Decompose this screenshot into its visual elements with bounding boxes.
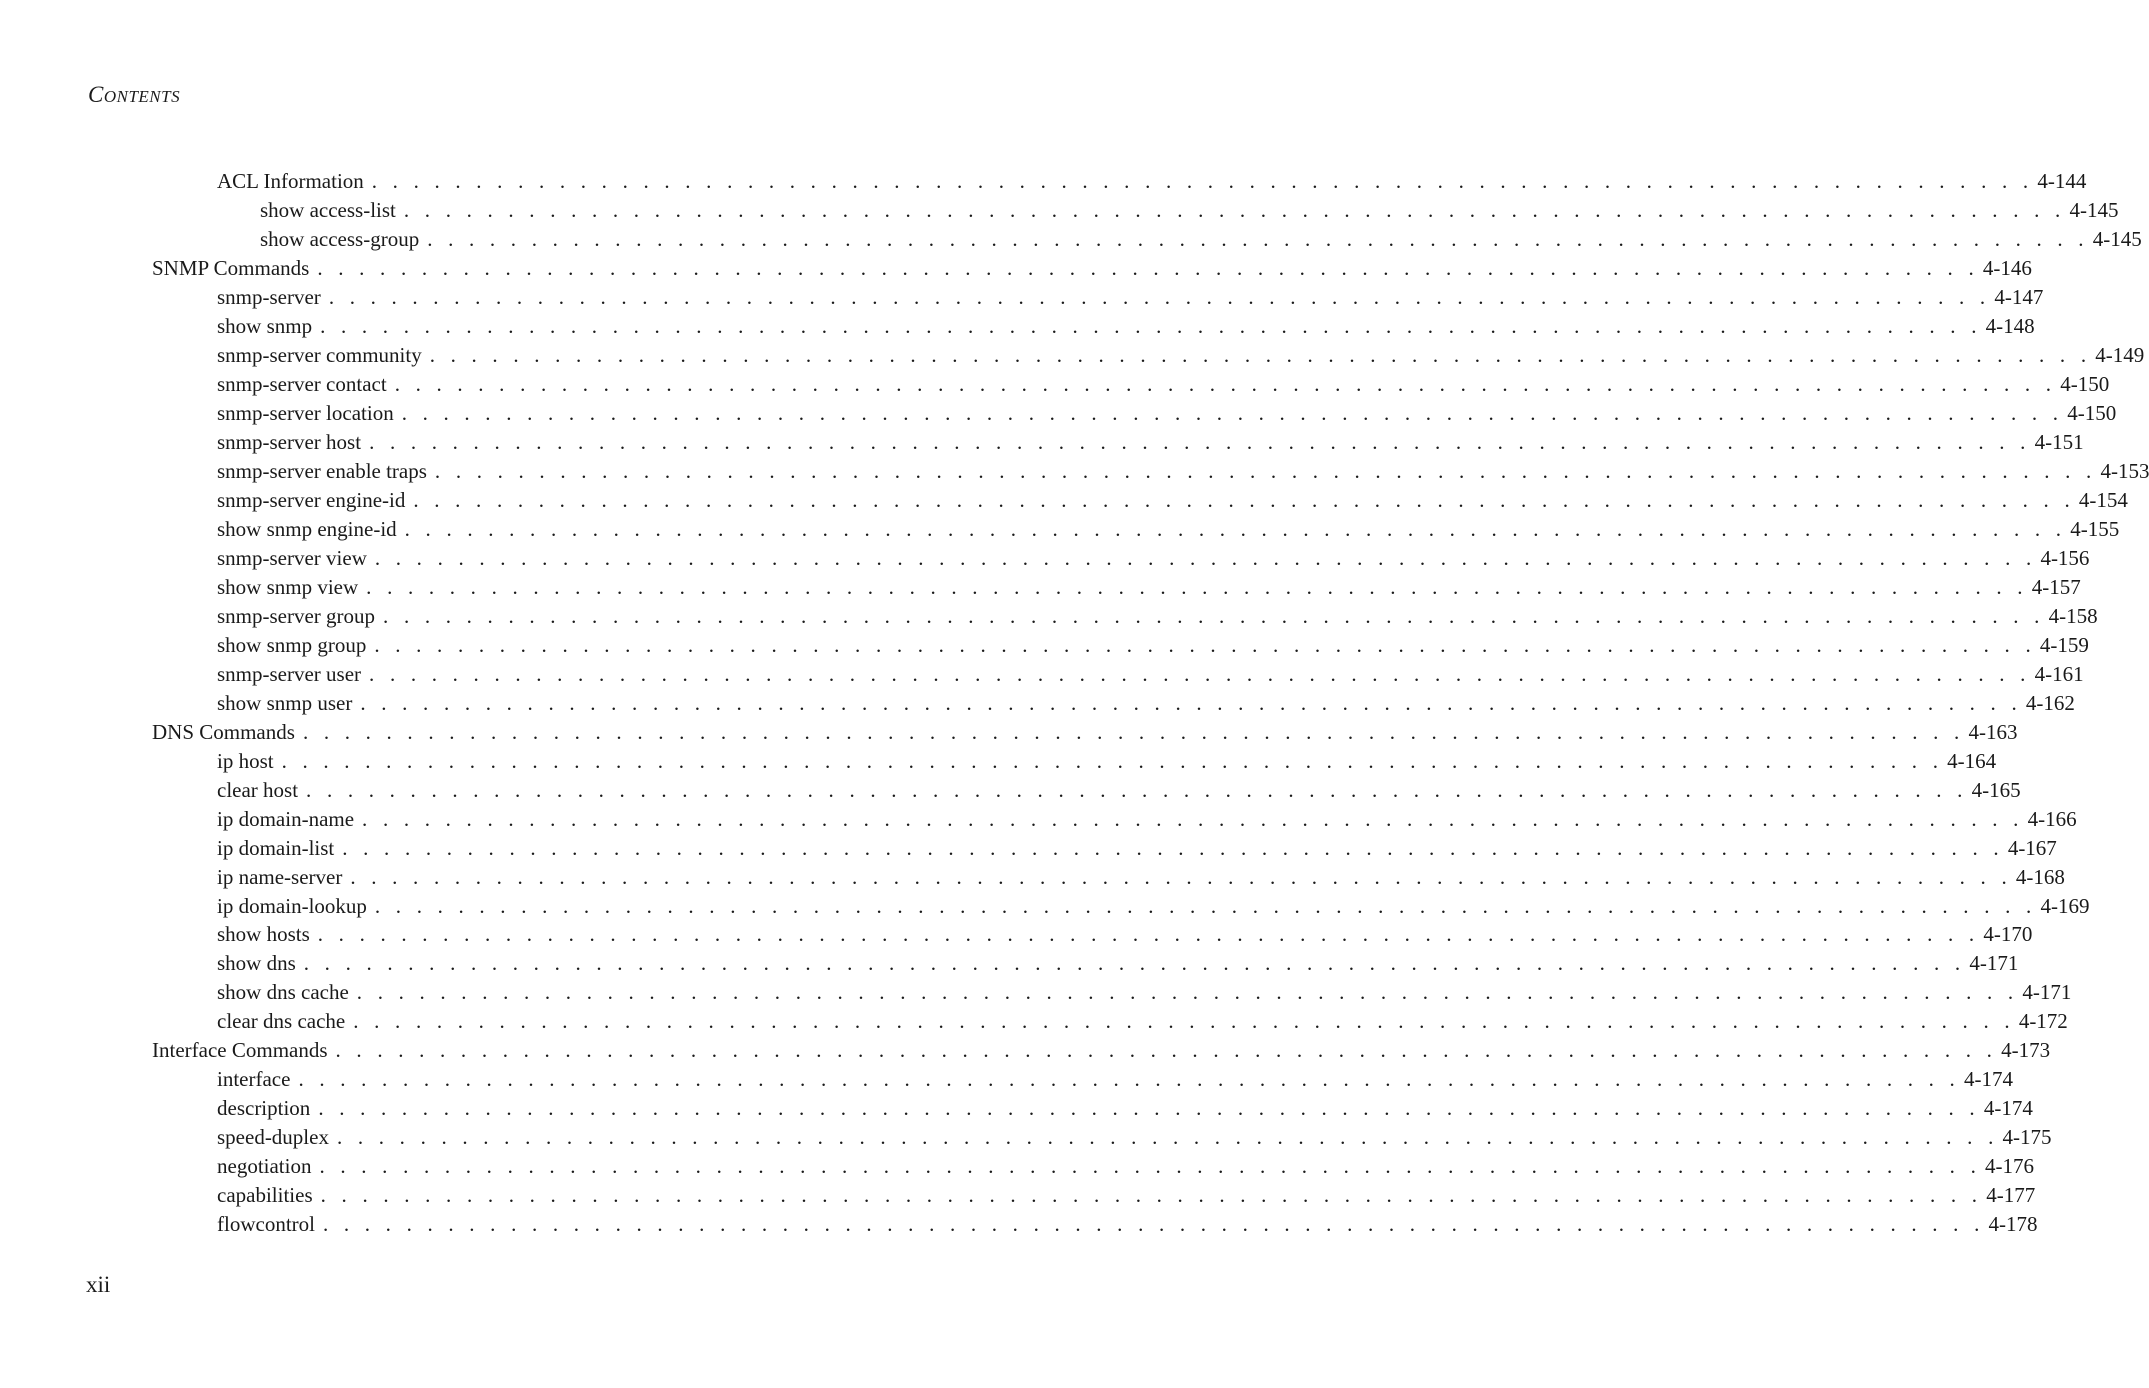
toc-entry[interactable]: [217, 312, 2035, 341]
toc-entry-label: snmp-server: [217, 285, 321, 309]
toc-entry-label: speed-duplex: [217, 1125, 329, 1149]
toc-entry-page: 4-161: [2034, 662, 2084, 686]
toc-entry[interactable]: [217, 457, 2149, 486]
dot-leader: . . . . . . . . . . . . . . . . . . . . . . . . . . . . . . . . . . . . . . . . . . . . . . . . . . . . . . . . . . . . . . . . . . . . . . . . . . . . . . . .: [306, 778, 1968, 802]
toc-entry-page: 4-176: [1985, 1154, 2035, 1178]
toc-entry-label: ip domain-list: [217, 836, 335, 860]
toc-entry-label: snmp-server community: [217, 343, 422, 367]
toc-entry-label: snmp-server contact: [217, 372, 387, 396]
toc-entry-label: snmp-server enable traps: [217, 459, 427, 483]
toc-entry-page: 4-172: [2018, 1009, 2068, 1033]
toc-entry-label: snmp-server engine-id: [217, 488, 406, 512]
toc-entry-label: show snmp group: [217, 633, 367, 657]
toc-entry-page: 4-153: [2100, 459, 2149, 483]
toc-entry[interactable]: [217, 631, 2089, 660]
toc-entry-label: DNS Commands: [152, 720, 295, 744]
toc-entry-label: clear dns cache: [217, 1009, 346, 1033]
toc-entry-page: 4-144: [2037, 169, 2087, 193]
toc-entry-page: 4-170: [1983, 922, 2033, 946]
toc-entry[interactable]: [260, 196, 2119, 225]
toc-entry-label: snmp-server user: [217, 662, 362, 686]
toc-entry[interactable]: [152, 718, 2018, 747]
dot-leader: . . . . . . . . . . . . . . . . . . . . . . . . . . . . . . . . . . . . . . . . . . . . . . . . . . . . . . . . . . . . . . . . . . . . . . . . . . . . . . . .: [322, 1212, 1985, 1236]
toc-entry-page: 4-167: [2007, 836, 2057, 860]
toc-entry[interactable]: [217, 1181, 2036, 1210]
toc-entry-label: show snmp engine-id: [217, 517, 397, 541]
toc-entry-page: 4-149: [2095, 343, 2145, 367]
toc-entry[interactable]: [152, 1036, 2051, 1065]
toc-entry-page: 4-145: [2069, 198, 2119, 222]
dot-leader: . . . . . . . . . . . . . . . . . . . . . . . . . . . . . . . . . . . . . . . . . . . . . . . . . . . . . . . . . . . . . . . . . . . . . . . . . . . . . . . .: [413, 488, 2075, 512]
toc-entry-label: ip host: [217, 749, 274, 773]
toc-entry-label: ip domain-lookup: [217, 894, 367, 918]
toc-entry-page: 4-147: [1994, 285, 2044, 309]
toc-entry[interactable]: [217, 660, 2084, 689]
dot-leader: . . . . . . . . . . . . . . . . . . . . . . . . . . . . . . . . . . . . . . . . . . . . . . . . . . . . . . . . . . . . . . . . . . . . . . . . . . . . . . . .: [427, 227, 2089, 251]
toc-entry[interactable]: [217, 428, 2084, 457]
toc-entry[interactable]: [217, 370, 2110, 399]
toc-entry-page: 4-146: [1982, 256, 2032, 280]
dot-leader: . . . . . . . . . . . . . . . . . . . . . . . . . . . . . . . . . . . . . . . . . . . . . . . . . . . . . . . . . . . . . . . . . . . . . . . . . . . . . . . .: [342, 836, 2004, 860]
dot-leader: . . . . . . . . . . . . . . . . . . . . . . . . . . . . . . . . . . . . . . . . . . . . . . . . . . . . . . . . . . . . . . . . . . . . . . . . . . . . . . . .: [374, 894, 2037, 918]
dot-leader: . . . . . . . . . . . . . . . . . . . . . . . . . . . . . . . . . . . . . . . . . . . . . . . . . . . . . . . . . . . . . . . . . . . . . . . . . . . . . . . .: [303, 951, 1966, 975]
dot-leader: . . . . . . . . . . . . . . . . . . . . . . . . . . . . . . . . . . . . . . . . . . . . . . . . . . . . . . . . . . . . . . . . . . . . . . . . . . . . . . . .: [362, 807, 2024, 831]
toc-entry-label: flowcontrol: [217, 1212, 315, 1236]
toc-entry[interactable]: [217, 776, 2021, 805]
toc-entry[interactable]: [217, 1152, 2035, 1181]
toc-entry-page: 4-168: [2015, 865, 2065, 889]
dot-leader: . . . . . . . . . . . . . . . . . . . . . . . . . . . . . . . . . . . . . . . . . . . . . . . . . . . . . . . . . . . . . . . . . . . . . . . . . . . . . . . .: [401, 401, 2064, 425]
toc-entry[interactable]: [217, 892, 2090, 921]
toc-entry-label: snmp-server location: [217, 401, 394, 425]
dot-leader: . . . . . . . . . . . . . . . . . . . . . . . . . . . . . . . . . . . . . . . . . . . . . . . . . . . . . . . . . . . . . . . . . . . . . . . . . . . . . . . .: [404, 517, 2067, 541]
toc-entry-page: 4-156: [2040, 546, 2090, 570]
dot-leader: . . . . . . . . . . . . . . . . . . . . . . . . . . . . . . . . . . . . . . . . . . . . . . . . . . . . . . . . . . . . . . . . . . . . . . . . . . . . . . . .: [317, 922, 1980, 946]
toc-entry-label: show snmp view: [217, 575, 359, 599]
toc-entry[interactable]: [217, 834, 2057, 863]
toc-entry-label: ip domain-name: [217, 807, 355, 831]
dot-leader: . . . . . . . . . . . . . . . . . . . . . . . . . . . . . . . . . . . . . . . . . . . . . . . . . . . . . . . . . . . . . . . . . . . . . . . . . . . . . . . .: [320, 1183, 1983, 1207]
toc-entry-label: snmp-server group: [217, 604, 376, 628]
dot-leader: . . . . . . . . . . . . . . . . . . . . . . . . . . . . . . . . . . . . . . . . . . . . . . . . . . . . . . . . . . . . . . . . . . . . . . . . . . . . . . . .: [383, 604, 2045, 628]
running-header-small-caps: ONTENTS: [103, 87, 181, 106]
dot-leader: . . . . . . . . . . . . . . . . . . . . . . . . . . . . . . . . . . . . . . . . . . . . . . . . . . . . . . . . . . . . . . . . . . . . . . . . . . . . . . . .: [298, 1067, 1961, 1091]
dot-leader: . . . . . . . . . . . . . . . . . . . . . . . . . . . . . . . . . . . . . . . . . . . . . . . . . . . . . . . . . . . . . . . . . . . . . . . . . . . . . . . .: [281, 749, 1944, 773]
toc-entry-page: 4-171: [2022, 980, 2072, 1004]
dot-leader: . . . . . . . . . . . . . . . . . . . . . . . . . . . . . . . . . . . . . . . . . . . . . . . . . . . . . . . . . . . . . . . . . . . . . . . . . . . . . . . .: [318, 1096, 1980, 1120]
dot-leader: . . . . . . . . . . . . . . . . . . . . . . . . . . . . . . . . . . . . . . . . . . . . . . . . . . . . . . . . . . . . . . . . . . . . . . . . . . . . . . . .: [434, 459, 2097, 483]
toc-entry[interactable]: [217, 689, 2075, 718]
toc-entry[interactable]: [217, 1210, 2038, 1239]
toc-entry-page: 4-162: [2025, 691, 2075, 715]
toc-entry-label: ip name-server: [217, 865, 343, 889]
dot-leader: . . . . . . . . . . . . . . . . . . . . . . . . . . . . . . . . . . . . . . . . . . . . . . . . . . . . . . . . . . . . . . . . . . . . . . . . . . . . . . . .: [374, 633, 2036, 657]
toc-entry-page: 4-148: [1985, 314, 2035, 338]
toc-entry-page: 4-169: [2040, 894, 2090, 918]
toc-entry-label: show snmp user: [217, 691, 353, 715]
dot-leader: . . . . . . . . . . . . . . . . . . . . . . . . . . . . . . . . . . . . . . . . . . . . . . . . . . . . . . . . . . . . . . . . . . . . . . . . . . . . . . . .: [356, 980, 2019, 1004]
toc-entry-page: 4-177: [1986, 1183, 2036, 1207]
dot-leader: . . . . . . . . . . . . . . . . . . . . . . . . . . . . . . . . . . . . . . . . . . . . . . . . . . . . . . . . . . . . . . . . . . . . . . . . . . . . . . . .: [394, 372, 2057, 396]
running-header: [88, 82, 180, 108]
toc-entry-page: 4-175: [2002, 1125, 2052, 1149]
toc-entry-label: show dns: [217, 951, 296, 975]
toc-entry-page: 4-150: [2060, 372, 2110, 396]
toc-entry[interactable]: [217, 1123, 2052, 1152]
toc-entry[interactable]: [260, 225, 2142, 254]
page-number: xii: [86, 1272, 111, 1297]
toc-entry[interactable]: [217, 949, 2019, 978]
dot-leader: . . . . . . . . . . . . . . . . . . . . . . . . . . . . . . . . . . . . . . . . . . . . . . . . . . . . . . . . . . . . . . . . . . . . . . . . . . . . . . . .: [319, 1154, 1982, 1178]
toc-entry-page: 4-159: [2039, 633, 2089, 657]
toc-entry-label: description: [217, 1096, 311, 1120]
toc-entry-page: 4-173: [2001, 1038, 2051, 1062]
toc-entry-page: 4-158: [2048, 604, 2098, 628]
toc-entry-label: snmp-server host: [217, 430, 362, 454]
toc-entry-label: clear host: [217, 778, 299, 802]
dot-leader: . . . . . . . . . . . . . . . . . . . . . . . . . . . . . . . . . . . . . . . . . . . . . . . . . . . . . . . . . . . . . . . . . . . . . . . . . . . . . . . .: [328, 285, 1991, 309]
dot-leader: . . . . . . . . . . . . . . . . . . . . . . . . . . . . . . . . . . . . . . . . . . . . . . . . . . . . . . . . . . . . . . . . . . . . . . . . . . . . . . . .: [350, 865, 2012, 889]
toc-entry-label: ACL Information: [217, 169, 364, 193]
toc-entry[interactable]: [217, 167, 2087, 196]
dot-leader: . . . . . . . . . . . . . . . . . . . . . . . . . . . . . . . . . . . . . . . . . . . . . . . . . . . . . . . . . . . . . . . . . . . . . . . . . . . . . . . .: [336, 1125, 1999, 1149]
toc-entry[interactable]: [217, 283, 2044, 312]
dot-leader: . . . . . . . . . . . . . . . . . . . . . . . . . . . . . . . . . . . . . . . . . . . . . . . . . . . . . . . . . . . . . . . . . . . . . . . . . . . . . . . .: [320, 314, 1982, 338]
toc-entry[interactable]: [217, 1094, 2033, 1123]
toc-entry-page: 4-178: [1988, 1212, 2038, 1236]
toc-entry-label: show access-group: [260, 227, 420, 251]
dot-leader: . . . . . . . . . . . . . . . . . . . . . . . . . . . . . . . . . . . . . . . . . . . . . . . . . . . . . . . . . . . . . . . . . . . . . . . . . . . . . . . .: [369, 662, 2031, 686]
toc-entry[interactable]: [217, 747, 1997, 776]
toc-entry[interactable]: [217, 515, 2120, 544]
toc-entry[interactable]: [217, 602, 2098, 631]
toc-entry-page: 4-164: [1947, 749, 1997, 773]
dot-leader: . . . . . . . . . . . . . . . . . . . . . . . . . . . . . . . . . . . . . . . . . . . . . . . . . . . . . . . . . . . . . . . . . . . . . . . . . . . . . . . .: [366, 575, 2028, 599]
toc-entry-page: 4-174: [1983, 1096, 2033, 1120]
toc-entry-page: 4-174: [1964, 1067, 2014, 1091]
toc-entry-page: 4-166: [2027, 807, 2077, 831]
toc-entry[interactable]: [217, 399, 2117, 428]
toc-entry[interactable]: [217, 573, 2081, 602]
dot-leader: . . . . . . . . . . . . . . . . . . . . . . . . . . . . . . . . . . . . . . . . . . . . . . . . . . . . . . . . . . . . . . . . . . . . . . . . . . . . . . . .: [353, 1009, 2015, 1033]
dot-leader: . . . . . . . . . . . . . . . . . . . . . . . . . . . . . . . . . . . . . . . . . . . . . . . . . . . . . . . . . . . . . . . . . . . . . . . . . . . . . . . .: [403, 198, 2066, 222]
dot-leader: . . . . . . . . . . . . . . . . . . . . . . . . . . . . . . . . . . . . . . . . . . . . . . . . . . . . . . . . . . . . . . . . . . . . . . . . . . . . . . . .: [369, 430, 2031, 454]
toc-entry[interactable]: [217, 486, 2128, 515]
toc-entry-label: capabilities: [217, 1183, 313, 1207]
toc-entry[interactable]: [217, 1065, 2014, 1094]
toc-entry[interactable]: [217, 544, 2090, 573]
toc-entry[interactable]: [217, 341, 2145, 370]
toc-entry[interactable]: [217, 920, 2033, 949]
toc-entry-page: 4-165: [1971, 778, 2021, 802]
toc-entry-page: 4-171: [1969, 951, 2019, 975]
toc-entry[interactable]: [217, 978, 2072, 1007]
toc-entry-label: show snmp: [217, 314, 313, 338]
toc-entry[interactable]: [217, 1007, 2068, 1036]
toc-entry-label: show access-list: [260, 198, 396, 222]
toc-entry[interactable]: [217, 863, 2065, 892]
toc-entry[interactable]: [217, 805, 2077, 834]
dot-leader: . . . . . . . . . . . . . . . . . . . . . . . . . . . . . . . . . . . . . . . . . . . . . . . . . . . . . . . . . . . . . . . . . . . . . . . . . . . . . . . .: [360, 691, 2022, 715]
toc-entry-label: interface: [217, 1067, 291, 1091]
toc-entry-page: 4-145: [2092, 227, 2142, 251]
running-header-initial: C: [88, 82, 104, 107]
dot-leader: . . . . . . . . . . . . . . . . . . . . . . . . . . . . . . . . . . . . . . . . . . . . . . . . . . . . . . . . . . . . . . . . . . . . . . . . . . . . . . . .: [429, 343, 2092, 367]
toc-entry[interactable]: [152, 254, 2032, 283]
toc-entry-label: Interface Commands: [152, 1038, 328, 1062]
toc-entry-page: 4-163: [1968, 720, 2018, 744]
toc-entry-label: negotiation: [217, 1154, 312, 1178]
toc-entry-label: show dns cache: [217, 980, 349, 1004]
toc-entry-page: 4-151: [2034, 430, 2084, 454]
toc-entry-label: SNMP Commands: [152, 256, 310, 280]
toc-entry-page: 4-157: [2031, 575, 2081, 599]
dot-leader: . . . . . . . . . . . . . . . . . . . . . . . . . . . . . . . . . . . . . . . . . . . . . . . . . . . . . . . . . . . . . . . . . . . . . . . . . . . . . . . .: [317, 256, 1979, 280]
dot-leader: . . . . . . . . . . . . . . . . . . . . . . . . . . . . . . . . . . . . . . . . . . . . . . . . . . . . . . . . . . . . . . . . . . . . . . . . . . . . . . . .: [335, 1038, 1998, 1062]
toc-entry-page: 4-155: [2070, 517, 2120, 541]
dot-leader: . . . . . . . . . . . . . . . . . . . . . . . . . . . . . . . . . . . . . . . . . . . . . . . . . . . . . . . . . . . . . . . . . . . . . . . . . . . . . . . .: [374, 546, 2037, 570]
toc-entry-label: snmp-server view: [217, 546, 367, 570]
toc-entry-page: 4-150: [2067, 401, 2117, 425]
toc-entry-label: show hosts: [217, 922, 310, 946]
toc-entry-page: 4-154: [2078, 488, 2128, 512]
dot-leader: . . . . . . . . . . . . . . . . . . . . . . . . . . . . . . . . . . . . . . . . . . . . . . . . . . . . . . . . . . . . . . . . . . . . . . . . . . . . . . . .: [302, 720, 1965, 744]
dot-leader: . . . . . . . . . . . . . . . . . . . . . . . . . . . . . . . . . . . . . . . . . . . . . . . . . . . . . . . . . . . . . . . . . . . . . . . . . . . . . . . .: [371, 169, 2034, 193]
